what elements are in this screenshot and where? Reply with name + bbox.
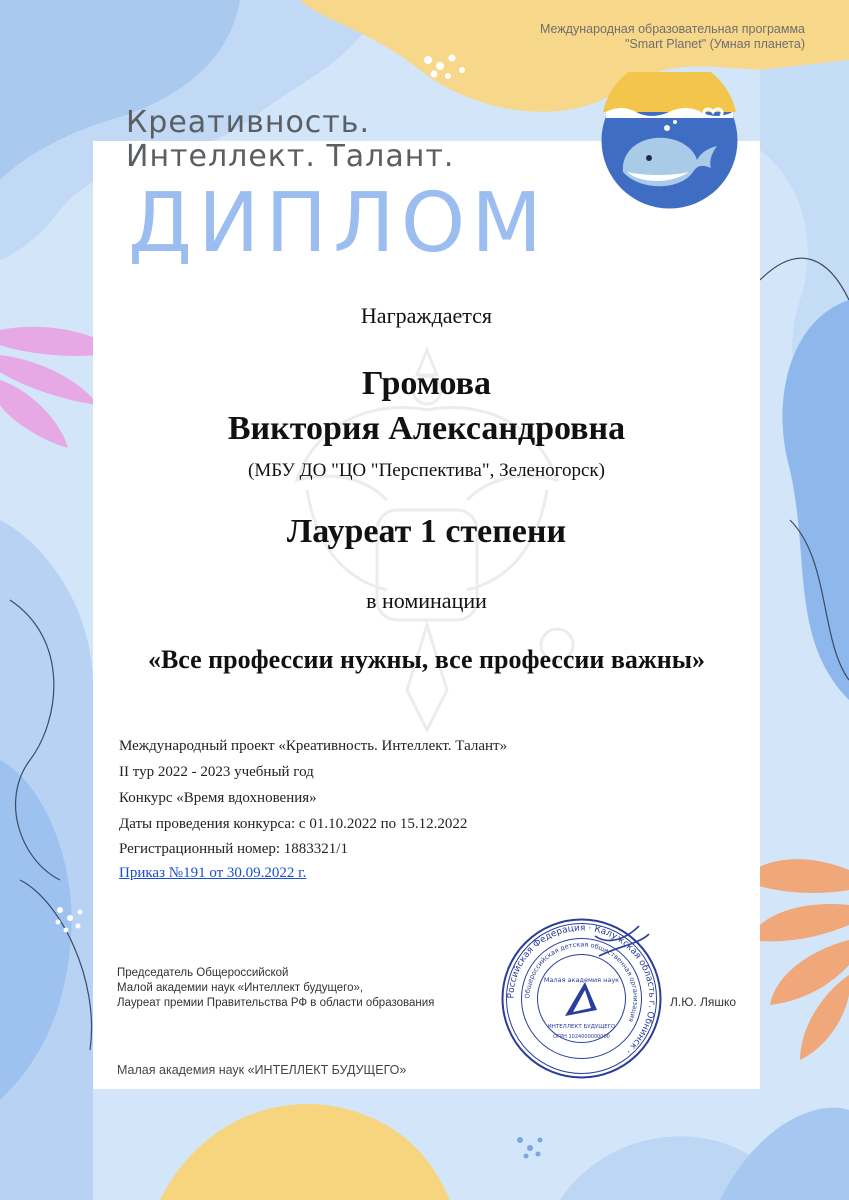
diploma-title: ДИПЛОМ [128,176,549,271]
stamp-outer-text: Российская Федерация · Калужская область г. Обнинск · [506,923,657,1056]
stamp-middle-text: Общероссийская детская общественная организация [523,940,640,1024]
recipient-surname: Громова [362,365,491,402]
stamp-center-text: ИНТЕЛЛЕКТ БУДУЩЕГО [547,1024,616,1030]
award-level: Лауреат 1 степени [286,513,567,550]
program-line-2: "Smart Planet" (Умная планета) [625,37,805,51]
whale-logo-icon [601,72,738,209]
slogan-line-2: Интеллект. Талант. [126,139,455,174]
program-caption [400,22,805,52]
awarded-label: Награждается [360,303,493,328]
slogan-line-1: Креативность. [126,105,370,140]
round-line: II тур 2022 - 2023 учебный год [119,764,314,780]
registration-line: Регистрационный номер: 1883321/1 [119,841,348,857]
nomination-title: «Все профессии нужны, все профессии важны» [147,645,706,674]
project-line: Международный проект «Креативность. Интеллект. Талант» [119,738,508,754]
contest-line: Конкурс «Время вдохновения» [119,790,317,806]
recipient-given-names: Виктория Александровна [227,410,626,447]
chair-line-3: Лауреат премии Правительства РФ в области образования [117,997,435,1009]
recipient-organization: (МБУ ДО "ЦО "Перспектива", Зеленогорск) [248,460,605,481]
signer-name: Л.Ю. Ляшко [670,995,737,1009]
program-line-1: Международная образовательная программа [539,22,805,36]
official-stamp [499,916,664,1081]
academy-footer: Малая академия наук «ИНТЕЛЛЕКТ БУДУЩЕГО» [117,1063,407,1077]
stamp-inner-text: Малая академия наук [543,976,620,984]
dates-line: Даты проведения конкурса: с 01.10.2022 по 15.12.2022 [119,816,468,832]
stamp-reg-text: ОГРН 1024000000000 [553,1034,610,1040]
nomination-label: в номинации [366,588,487,613]
order-link[interactable]: Приказ №191 от 30.09.2022 г. [119,865,307,881]
chair-line-1: Председатель Общероссийской [117,967,289,979]
slogan [126,106,454,174]
chair-line-2: Малой академии наук «Интеллект будущего», [117,982,364,994]
